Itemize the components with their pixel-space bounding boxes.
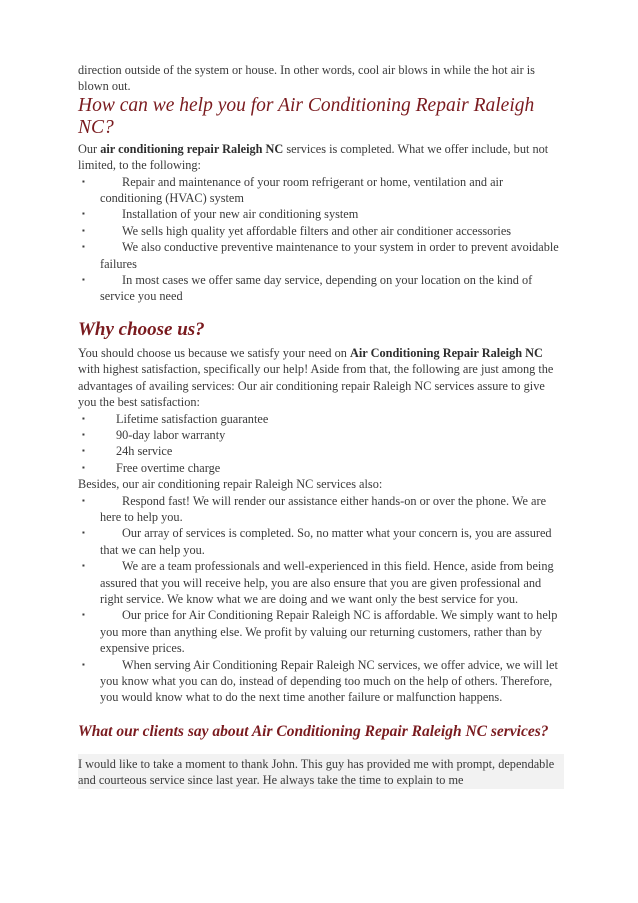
bullet-icon: ▪	[82, 528, 85, 538]
bullet-icon: ▪	[82, 413, 85, 423]
bullet-icon: ▪	[82, 209, 85, 219]
document-page	[78, 62, 564, 789]
list-item: ▪ Repair and maintenance of your room refrigerant or home, ventilation and air conditioning (HVAC) system	[82, 174, 504, 206]
bullet-icon: ▪	[82, 610, 85, 620]
advantages-list	[78, 411, 564, 477]
why-paragraph: You should choose us because we satisfy your need on Air Conditioning Repair Raleigh NC with highest satisfaction, specifically our help! Aside from that, the following are just among the advantages of availing services: Our air conditioning repair Raleigh NC services assure to give you the best satisfaction:	[78, 345, 554, 410]
bullet-icon: ▪	[82, 225, 85, 235]
bullet-icon: ▪	[82, 462, 85, 472]
bullet-icon: ▪	[82, 176, 85, 186]
list-item: ▪ When serving Air Conditioning Repair Raleigh NC services, we offer advice, we will let you know what you can do, instead of depending too much on the help of others. Therefore, you would know what to do the next time another failure or malfunction happens.	[82, 657, 558, 705]
bullet-icon: ▪	[82, 446, 85, 456]
list-item: ▪ Lifetime satisfaction guarantee	[82, 411, 269, 426]
list-item: ▪ Our array of services is completed. So, no matter what your concern is, you are assured that we can help you.	[82, 526, 552, 557]
list-item: ▪ 24h service	[82, 444, 173, 459]
bullet-icon: ▪	[82, 659, 85, 669]
bullet-icon: ▪	[82, 429, 85, 439]
bullet-icon: ▪	[82, 495, 85, 505]
list-item: ▪ We are a team professionals and well-experienced in this field. Hence, aside from being assured that you will receive help, you are also ensure that you are given professional and right service. We know what we are doing and we want only the best service for you.	[82, 559, 554, 606]
list-item: ▪ Our price for Air Conditioning Repair Raleigh NC is affordable. We simply want to help you more than anything else. We profit by valuing our returning customers, rather than by expensive prices.	[82, 608, 558, 656]
benefits-list	[78, 493, 564, 706]
besides-line: Besides, our air conditioning repair Raleigh NC services also:	[78, 477, 383, 492]
services-list	[78, 174, 564, 305]
testimonial-text: I would like to take a moment to thank John. This guy has provided me with prompt, dependable and courteous service since last year. He always take the time to explain to me	[78, 756, 555, 788]
list-item: ▪ 90-day labor warranty	[82, 427, 226, 442]
list-item: ▪ In most cases we offer same day service, depending on your location on the kind of service you need	[82, 273, 533, 304]
bullet-icon: ▪	[82, 561, 85, 571]
section-heading-clients: What our clients say about Air Conditioning Repair Raleigh NC services?	[78, 722, 549, 740]
list-item: ▪ Installation of your new air conditioning system	[82, 207, 359, 222]
list-item: ▪ We also conductive preventive maintenance to your system in order to prevent avoidable failures	[82, 240, 559, 271]
list-item: ▪ Free overtime charge	[82, 460, 221, 475]
list-item: ▪ We sells high quality yet affordable filters and other air conditioner accessories	[82, 223, 512, 238]
help-paragraph: Our air conditioning repair Raleigh NC services is completed. What we offer include, but not limited, to the following:	[78, 141, 549, 173]
bullet-icon: ▪	[82, 275, 85, 285]
testimonial-quote	[78, 754, 564, 789]
bullet-icon: ▪	[82, 242, 85, 252]
intro-paragraph: direction outside of the system or house. In other words, cool air blows in while the hot air is blown out.	[78, 63, 535, 94]
section-heading-help: How can we help you for Air Conditioning Repair Raleigh NC?	[78, 94, 535, 138]
list-item: ▪ Respond fast! We will render our assistance either hands-on or over the phone. We are here to help you.	[82, 493, 547, 524]
section-heading-why: Why choose us?	[78, 318, 205, 340]
